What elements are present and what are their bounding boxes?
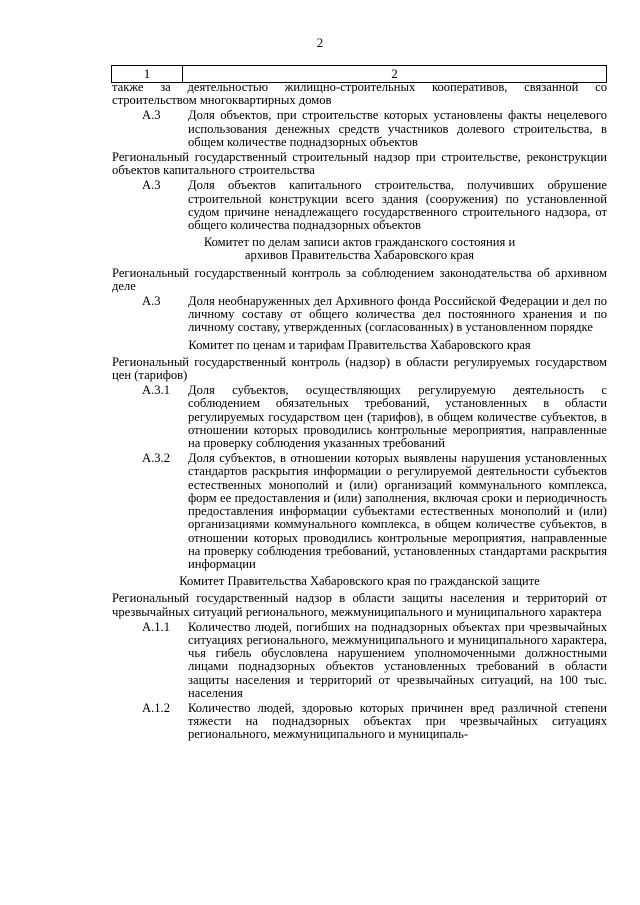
- indicator-row: [112, 109, 607, 149]
- indicator-text: Количество людей, погибших на поднадзорных объектах при чрезвычайных ситуациях регионального, межмуниципального и муниципального характера, чья гибель обусловлена нарушением уполномоченными должностными лицами поднадзорных объектов установленных требований в области защиты населения и территорий от чрезвычайных ситуаций, на 100 тыс. населения: [188, 619, 607, 700]
- continuation-text: также за деятельностью жилищно-строительных кооперативов, связанной со строительством многоквартирных домов: [112, 80, 607, 108]
- section-title: Региональный государственный контроль за соблюдением законодательства об архивном деле: [112, 265, 607, 293]
- indicator-row: [112, 384, 607, 450]
- indicator-code: А.3.1: [142, 383, 170, 398]
- indicator-text: Доля объектов, при строительстве которых установлены факты нецелевого использования денежных средств участников долевого строительства, в общем количестве поднадзорных объектов: [188, 108, 607, 149]
- indicator-row: [112, 295, 607, 335]
- indicator-code: А.1.2: [142, 700, 170, 715]
- indicator-text: Доля субъектов, осуществляющих регулируемую деятельность с соблюдением обязательных требований, установленных в области регулируемых государством цен (тарифов), в общем количестве субъектов, в отношении которых проводились контрольные мероприятия, направленные на проверку соблюдения указанных требований: [188, 383, 607, 451]
- committee-heading-line: архивов Правительства Хабаровского края: [244, 248, 475, 263]
- indicator-code: А.3: [142, 294, 161, 309]
- indicator-code: А.3: [142, 108, 161, 123]
- indicator-row: [112, 452, 607, 571]
- indicator-row: [112, 621, 607, 700]
- document-body: [112, 81, 607, 744]
- committee-heading: Комитет Правительства Хабаровского края по гражданской защите: [179, 574, 540, 589]
- indicator-row: [112, 702, 607, 742]
- table-header-col1: 1: [112, 66, 183, 82]
- section-title: Региональный государственный контроль (надзор) в области регулируемых государством цен (тарифов): [112, 354, 607, 383]
- indicator-text: Доля субъектов, в отношении которых выявлены нарушения установленных стандартов раскрытия информации о регулируемой деятельности субъектов естественных монополий и (или) организаций коммунального комплекса, форм ее предоставления и (или) заполнения, включая сроки и периодичность предоставления информации субъектами естественных монополий и (или) организациями коммунального комплекса, в общем количестве субъектов, в отношении которых проводились контрольные мероприятия, направленные на проверку соблюдения требований, установленных стандартами раскрытия информации: [188, 451, 607, 571]
- indicator-row: [112, 179, 607, 232]
- indicator-code: А.3: [142, 178, 161, 193]
- indicator-code: А.1.1: [142, 619, 170, 634]
- indicator-text: Доля объектов капитального строительства, получивших обрушение строительной конструкции всего здания (сооружения) по установленной судом причине ненадлежащего государственного строительного надзора, от общего количества поднадзорных объектов: [188, 178, 607, 233]
- committee-heading: [112, 236, 607, 262]
- page-number: 2: [316, 35, 324, 50]
- indicator-text: Количество людей, здоровью которых причинен вред различной степени тяжести на поднадзорных объектах при чрезвычайных ситуациях регионального, межмуниципального и муниципаль-: [188, 700, 607, 742]
- indicator-text: Доля необнаруженных дел Архивного фонда Российской Федерации и дел по личному составу от общего количества дел постоянного хранения и по личному составу, утвержденных (согласованных) в установленном порядке: [188, 294, 607, 335]
- table-header-col2: 2: [391, 66, 398, 81]
- section-title: Региональный государственный строительный надзор при строительстве, реконструкции объектов капитального строительства: [112, 150, 607, 178]
- committee-heading: Комитет по ценам и тарифам Правительства Хабаровского края: [188, 337, 531, 352]
- section-title: Региональный государственный надзор в области защиты населения и территорий от чрезвычайных ситуаций регионального, межмуниципального и муниципального характера: [112, 591, 607, 619]
- indicator-code: А.3.2: [142, 451, 170, 466]
- committee-heading-line: Комитет по делам записи актов гражданского состояния и: [203, 235, 516, 250]
